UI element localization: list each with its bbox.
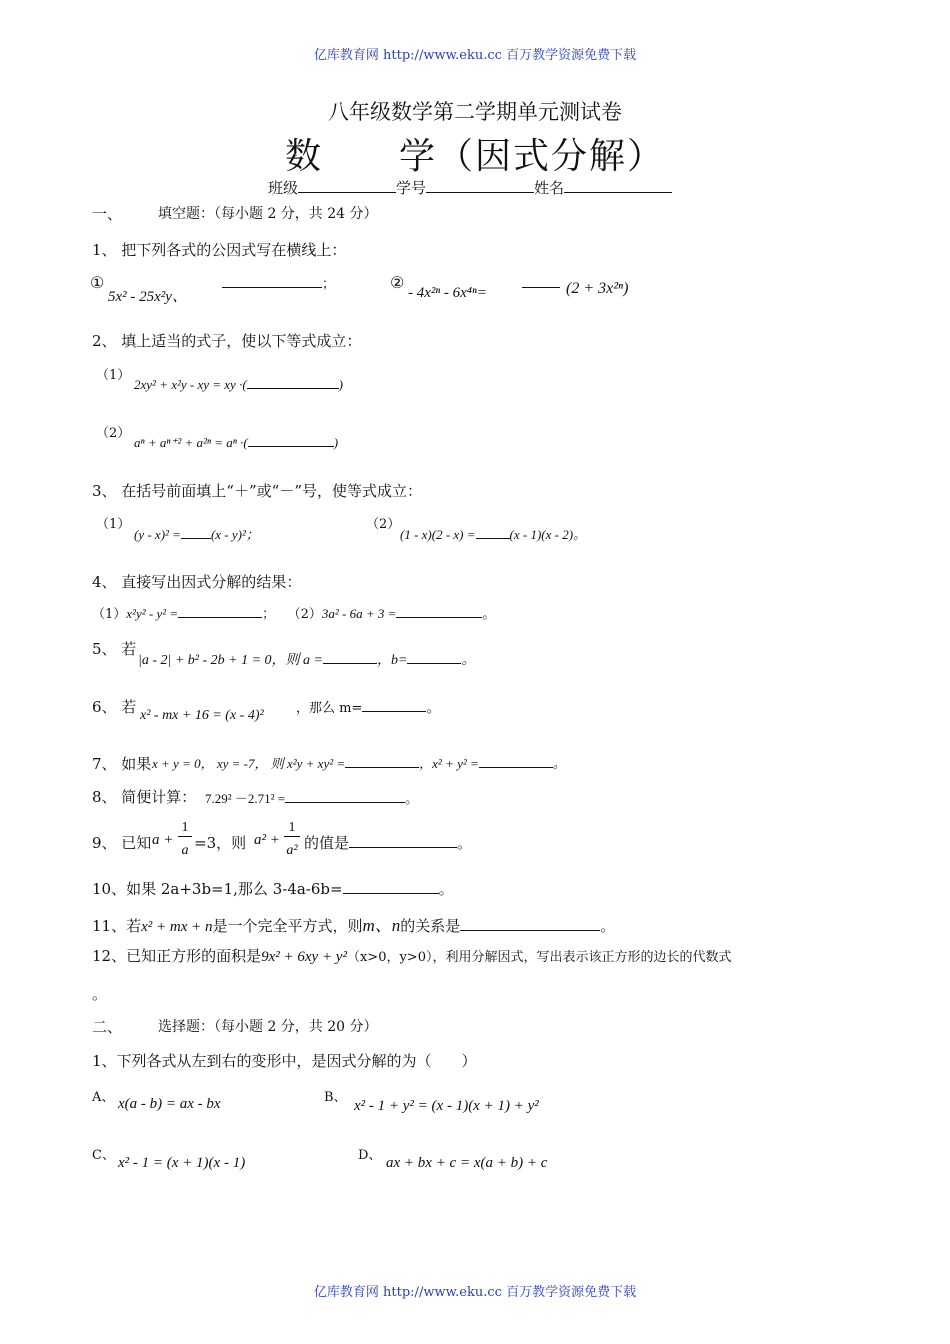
q10-line [92,878,454,899]
q1-a-end: ； [322,277,336,292]
q10-text: 10、如果 2a+3b=1,那么 3-4a-6b= [92,880,343,898]
q2-b-line [134,432,338,451]
name-blank[interactable] [564,178,672,193]
q6-num: 6、 若 [92,698,137,716]
q6-tail-line [296,696,441,717]
c1-C-expr[interactable]: x² - 1 = (x + 1)(x - 1) [118,1155,246,1171]
q1-b-blank[interactable] [522,273,560,288]
q2-a-expr: 2xy² + x²y - xy = xy ·( [134,377,247,392]
c1-A-label[interactable]: A、 [92,1090,115,1105]
q9-frac2-num: 1 [284,820,300,837]
q8-end: 。 [405,791,419,806]
q9-tail: 的值是 [304,834,350,852]
q3-b-line [400,524,586,543]
q8-line [205,788,418,807]
q4-b-blank[interactable] [396,603,482,618]
q8-expr: 7.29² －2.71² = [205,791,286,806]
q11-blank[interactable] [460,916,600,931]
q9-frac2-den: a² [286,843,298,858]
q2-a-close: ) [338,377,344,392]
q3-a-line [134,524,259,543]
q3-a-right: (x - y)²； [210,527,259,542]
q5-line [138,649,475,669]
q2-b-mark: （2） [96,426,131,441]
q10-blank[interactable] [343,879,439,894]
q5-num: 5、 若 [92,640,137,658]
q1-a-answer [222,273,335,292]
q9-tail-line [304,832,472,853]
q6-blank[interactable] [362,697,426,712]
q2-b-expr: aⁿ + aⁿ⁺² + a²ⁿ = aⁿ ·( [134,435,248,450]
q6-expr: x² - mx + 16 = (x - 4)² [140,708,264,723]
section2-title: 选择题：（每小题 2 分，共 20 分） [158,1019,378,1035]
page-footer: 亿库教育网 http://www.eku.cc 百万教学资源免费下载 [313,1285,637,1300]
q1-b-mark: ② [390,273,405,292]
q4-a-blank[interactable] [178,603,262,618]
q10-end: 。 [438,880,454,898]
q11-tail: 是一个完全平方式，则 [212,917,363,935]
q9-num: 9、 已知 [92,834,152,852]
c1-D-expr[interactable]: ax + bx + c = x(a + b) + c [386,1155,548,1171]
q7-expr: x + y = 0， xy = -7， 则 x²y + xy² = [152,756,346,771]
q5-expr: |a - 2| + b² - 2b + 1 = 0，则 a = [138,653,324,668]
q3-text: 3、 在括号前面填上“＋”或“－”号，使等式成立： [92,482,422,500]
q11-mn: m、n [362,916,401,935]
q1-a-blank[interactable] [222,273,322,288]
q2-b-close: ) [333,435,339,450]
q7-line [152,753,566,772]
q3-b-mark: （2） [366,517,401,532]
q3-b-blank[interactable] [476,524,510,539]
q8-blank[interactable] [285,788,405,803]
q12-expr: 9x² + 6xy + y² [261,949,347,965]
q7-blank-a[interactable] [345,753,419,768]
q7-blank-b[interactable] [479,753,553,768]
q2-b-blank[interactable] [248,432,334,447]
title-main: 数 学（因式分解） [284,136,665,177]
q1-b-expr: - 4x²ⁿ - 6x⁴ⁿ= [408,285,487,301]
q7-mid: ，x² + y² = [419,756,479,771]
q4-b-mark: （2） [287,607,322,622]
q2-a-blank[interactable] [247,374,339,389]
q1-text: 1、 把下列各式的公因式写在横线上： [92,241,347,259]
q2-text: 2、 填上适当的式子，使以下等式成立： [92,332,362,350]
name-label: 姓名 [534,179,565,197]
q11-expr: x² + mx + n [141,919,213,935]
q8-num: 8、 简便计算： [92,788,197,806]
c1-C-label[interactable]: C、 [92,1148,115,1163]
q9-eq: =3，则 [194,834,247,852]
q2-a-line [134,374,343,393]
q1-b-answer [522,273,560,292]
c1-A-expr[interactable]: x(a - b) = ax - bx [118,1096,221,1112]
id-blank[interactable] [426,178,534,193]
section1-title: 填空题：（每小题 2 分，共 24 分） [158,206,378,222]
info-line [268,177,672,198]
q9-frac1-num: 1 [178,820,192,837]
q1-a-expr: 5x² - 25x²y、 [108,289,187,305]
q7-num: 7、 如果 [92,755,152,773]
c1-text: 1、下列各式从左到右的变形中，是因式分解的为（ ） [92,1052,477,1070]
q6-tail: ，那么 m= [296,701,363,716]
q9-expr-b: a² + [254,832,280,848]
q4-text: 4、 直接写出因式分解的结果： [92,573,302,591]
q7-end: 。 [552,756,566,771]
title-sub: 八年级数学第二学期单元测试卷 [328,100,622,124]
q11-end: 。 [600,917,616,935]
q3-a-blank[interactable] [181,524,211,539]
q5-mid: ，b= [377,653,408,668]
q3-b-left: (1 - x)(2 - x) = [400,527,476,542]
class-blank[interactable] [298,178,396,193]
q4-a-end: ； [262,607,276,622]
q12-tail: （x>0，y>0），利用分解因式，写出表示该正方形的边长的代数式 [346,950,732,965]
q4-line [92,603,495,622]
section2-num: 二、 [92,1018,123,1036]
q4-a-mark: （1） [92,607,127,622]
page-header: 亿库教育网 http://www.eku.cc 百万教学资源免费下载 [313,48,637,63]
q3-a-mark: （1） [96,517,131,532]
q3-b-right: (x - 1)(x - 2)。 [509,527,587,542]
q11-line [92,911,615,936]
q9-frac1-den: a [181,843,189,858]
q4-b-expr: 3a² - 6a + 3 = [321,606,397,621]
q12-end: 。 [92,985,108,1003]
q12-num: 12、已知正方形的面积是 [92,947,262,965]
q5-blank-a[interactable] [323,649,377,664]
q2-a-mark: （1） [96,368,131,383]
section1-num: 一、 [92,205,123,223]
q4-a-expr: x²y² - y² = [126,606,179,621]
q9-end: 。 [457,834,473,852]
q6-end: 。 [426,698,442,716]
class-label: 班级 [268,179,299,197]
q11-tail2: 的关系是 [400,917,461,935]
q12-line [92,945,731,966]
q1-a-mark: ① [90,273,105,292]
c1-B-expr[interactable]: x² - 1 + y² = (x - 1)(x + 1) + y² [354,1098,539,1114]
q5-blank-b[interactable] [407,649,461,664]
q3-a-left: (y - x)² = [134,527,181,542]
id-label: 学号 [396,179,427,197]
q4-b-end: 。 [482,607,496,622]
q11-num: 11、若 [92,917,142,935]
c1-B-label[interactable]: B、 [324,1090,347,1105]
q1-b-tail: (2 + 3x²ⁿ) [566,280,629,297]
q9-expr-a: a + [152,832,174,848]
c1-D-label[interactable]: D、 [358,1148,382,1163]
q5-end: 。 [461,653,476,668]
q9-blank[interactable] [349,833,457,848]
